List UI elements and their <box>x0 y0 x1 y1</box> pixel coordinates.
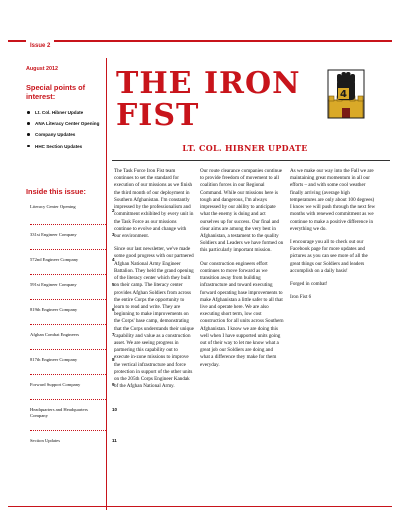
toc-row[interactable]: 817th Engineer Company 8 <box>30 357 115 362</box>
toc-row[interactable]: Headquarters and Headquarters Company 10 <box>30 407 118 418</box>
bullet-icon <box>27 111 30 114</box>
article-paragraph: Since our last newsletter, we've made some good progress with our partnered Afghan National Army Engineer Battalion. They held the grand opening of the literacy center which they built on their camp. The literacy center provides Afghan Soldiers from across the entire Corps the opportunity to learn to read and write. They are beginning to make improvements on the Corps' base camp, demonstrating that the Corps understands their unique capability and value as a construction asset. We are seeing progress in partnering this capability out to execute in-zone missions to improve the vertical infrastructure and force protection in support of the other units on the 205th Corps Engineer Kandak of the Afghan National Army. <box>114 246 194 390</box>
toc-row[interactable]: 591st Engineer Company 5 <box>30 282 115 287</box>
issue-label: Issue 2 <box>26 40 54 52</box>
emblem-number: 4 <box>340 89 347 100</box>
article-paragraph: Forged in combat! <box>290 281 328 288</box>
article-column-3 <box>290 168 376 308</box>
article-paragraph: Our construction engineers effort continues to move forward as we transition away from building infrastructure and toward executing forward operating base improvements to make Afghanistan a little safer to all that live and operate here. We are also executing short term, low cost construction for all units across Southern Afghanistan. I know we are doing this well when I have supported units going out of their way to let me know what a great job our Soldiers are doing and what a difference they make for them everyday. <box>200 260 284 368</box>
toc-row[interactable]: 819th Engineer Company 6 <box>30 307 115 312</box>
bullet-icon <box>27 145 30 148</box>
special-point-item: Company Updates <box>26 132 106 138</box>
title-line: THE IRON <box>116 66 301 101</box>
toc-row[interactable]: 331st Engineer Company 3 <box>30 232 115 237</box>
toc-separator <box>30 430 106 431</box>
toc-separator <box>30 324 106 325</box>
newsletter-title <box>116 68 301 131</box>
special-points-heading: Special points of interest: <box>26 83 86 101</box>
bullet-icon <box>27 122 30 125</box>
toc-separator <box>30 274 106 275</box>
article-column-1 <box>114 168 194 397</box>
special-point-item: ANA Literacy Center Opening <box>26 121 106 127</box>
article-paragraph: Our route clearance companies continue to provide freedom of movement to all coalition forces in our Regional Command. While our missions here is tough and dangerous, I'm always impressed by our ability to anticipate what the enemy is doing and act ourselves up for success. Our final and clear aims are among the very best in Afghanistan, a testament to the quality Soldiers and Leaders we have formed on this particularly important mission. <box>200 168 284 254</box>
unit-emblem <box>326 66 366 120</box>
toc-row[interactable]: Section Updates 11 <box>30 438 117 443</box>
header-rule <box>8 40 392 42</box>
toc-separator <box>30 399 106 400</box>
sidebar <box>26 66 118 506</box>
toc-separator <box>30 299 106 300</box>
article-paragraph: I encourage you all to check out our Facebook page for more updates and pictures as you can see more of all the great things our Soldiers and leaders accomplish on a daily basis! <box>290 238 368 274</box>
iron-fist-emblem-icon <box>326 66 366 120</box>
bullet-icon <box>27 133 30 136</box>
toc-separator <box>30 374 106 375</box>
sidebar-divider <box>106 58 107 510</box>
footer-rule <box>8 506 392 507</box>
toc-separator <box>30 349 106 350</box>
title-line: FIST <box>116 97 200 133</box>
article-subtitle: LT. COL. HIBNER UPDATE <box>182 143 308 153</box>
toc-separator <box>30 224 106 225</box>
toc-row[interactable]: Afghan Combat Engineers 7 <box>30 332 115 337</box>
article-signature: Iron Fist 6 <box>290 294 312 301</box>
article-column-2 <box>200 168 284 375</box>
toc-separator <box>30 249 106 250</box>
issue-date: August 2012 <box>26 66 59 72</box>
inside-issue-heading: Inside this issue: <box>26 187 86 196</box>
article-paragraph: As we make our way into the Fall we are maintaining great momentum in all our efforts – and with some cool weather finally arriving (average high temperatures are only about 100 degrees) I know we will push through the next few months with renewed commitment as we continue to make a positive difference in everything we do. <box>290 168 376 232</box>
special-point-item: Lt. Col. Hibner Update <box>26 110 106 116</box>
special-points-list <box>26 110 106 155</box>
toc-row[interactable]: Literacy Center Opening 2 <box>30 204 115 213</box>
subtitle-rule <box>112 160 390 161</box>
article-paragraph: The Task Force Iron Fist team continues to set the standard for execution of our missions as we finish the third month of our deployment in Southern Afghanistan. I'm constantly impressed by the professionalism and commitment exhibited by every unit in the Task Force as our missions continue to evolve and change with our environment. <box>114 168 194 239</box>
special-point-item: HHC Section Updates <box>26 144 106 150</box>
toc-row[interactable]: Forward Support Company 9 <box>30 382 115 387</box>
toc-row[interactable]: 572nd Engineer Company 4 <box>30 257 115 262</box>
